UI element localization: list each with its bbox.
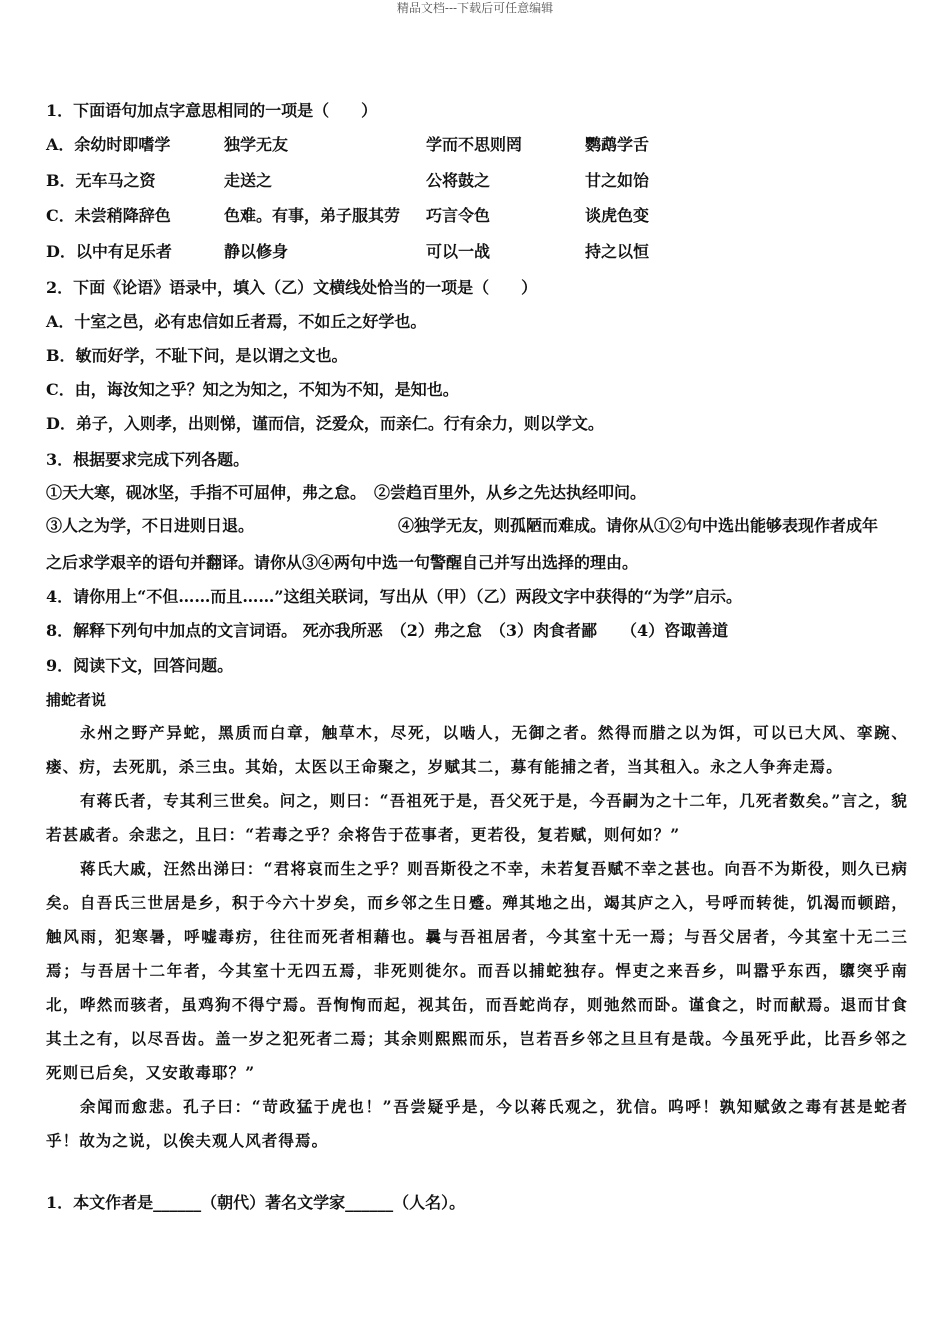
- passage-body: [46, 716, 908, 1158]
- q3-stem: 3．根据要求完成下列各题。: [46, 450, 250, 469]
- q1-option-b: B．无车马之资: [46, 171, 156, 190]
- q1-option-c: C．未尝稍降辞色: [46, 206, 171, 225]
- q1-option-c-2: 色难。有事，弟子服其劳: [224, 206, 401, 225]
- q1-option-a-4: 鹦鹉学舌: [585, 135, 650, 154]
- passage-title: 捕蛇者说: [46, 691, 107, 709]
- q1-option-c-3: 巧言令色: [426, 206, 491, 225]
- q1-option-a-3: 学而不思则罔: [426, 135, 523, 154]
- final-question: 1．本文作者是______（朝代）著名文学家______（人名）。: [46, 1193, 466, 1212]
- q3-line-1: ①天大寒，砚冰坚，手指不可屈伸，弗之怠。 ②尝趋百里外，从乡之先达执经叩问。: [46, 483, 647, 502]
- q1-option-b-2: 走送之: [224, 171, 273, 190]
- q3-line-2b: ④独学无友，则孤陋而难成。请你从①②句中选出能够表现作者成年: [398, 516, 879, 535]
- q1-option-b-3: 公将鼓之: [426, 171, 491, 190]
- q2-option-d: D．弟子，入则孝，出则悌，谨而信，泛爱众，而亲仁。行有余力，则以学文。: [46, 414, 604, 433]
- passage-paragraph: 永州之野产异蛇，黑质而白章，触草木，尽死，以啮人，无御之者。然得而腊之以为饵，可以已大风、挛踠、瘘、疠，去死肌，杀三虫。其始，太医以王命聚之，岁赋其二，募有能捕之者，当其租入。永之人争奔走焉。: [46, 723, 908, 776]
- q1-option-d-4: 持之以恒: [585, 242, 650, 261]
- q3-line-3: 之后求学艰辛的语句并翻译。请你从③④两句中选一句警醒自己并写出选择的理由。: [46, 553, 639, 572]
- q9-text: 9．阅读下文，回答问题。: [46, 656, 234, 675]
- q8-text: 8．解释下列句中加点的文言词语。 死亦我所恶 （2）弗之怠 （3）肉食者鄙 （4）咨诹善道: [46, 621, 729, 640]
- q1-option-a-2: 独学无友: [224, 135, 289, 154]
- passage-paragraph: 余闻而愈悲。孔子曰：“苛政猛于虎也！”吾尝疑乎是，今以蒋氏观之，犹信。呜呼！孰知赋敛之毒有甚是蛇者乎！故为之说，以俟夫观人风者得焉。: [46, 1097, 908, 1150]
- passage-paragraph: 有蒋氏者，专其利三世矣。问之，则曰：“吾祖死于是，吾父死于是，今吾嗣为之十二年，几死者数矣。”言之，貌若甚戚者。余悲之，且曰：“若毒之乎？余将告于莅事者，更若役，复若赋，则何如？”: [46, 791, 908, 844]
- q3-line-2a: ③人之为学，不日进则日退。: [46, 516, 255, 535]
- q1-option-d-3: 可以一战: [426, 242, 491, 261]
- q2-option-b: B．敏而好学，不耻下问，是以谓之文也。: [46, 346, 348, 365]
- q1-option-d-2: 静以修身: [224, 242, 289, 261]
- page-header: 精品文档---下载后可任意编辑: [396, 1, 554, 15]
- q1-option-c-4: 谈虎色变: [585, 206, 650, 225]
- q1-stem: 1．下面语句加点字意思相同的一项是（ ）: [46, 101, 378, 120]
- q1-option-d: D．以中有足乐者: [46, 242, 172, 261]
- q2-stem: 2．下面《论语》语录中，填入（乙）文横线处恰当的一项是（ ）: [46, 278, 538, 297]
- q2-option-c: C．由，诲汝知之乎？知之为知之，不知为不知，是知也。: [46, 380, 459, 399]
- q1-option-b-4: 甘之如饴: [585, 171, 650, 190]
- passage-paragraph: 蒋氏大戚，汪然出涕曰：“君将哀而生之乎？则吾斯役之不幸，未若复吾赋不幸之甚也。向吾不为斯役，则久已病矣。自吾氏三世居是乡，积于今六十岁矣，而乡邻之生日蹙。殚其地之出，竭其庐之入，号呼而转徙，饥渴而顿踣，触风雨，犯寒暑，呼嘘毒疠，往往而死者相藉也。曩与吾祖居者，今其室十无一焉；与吾父居者，今其室十无二三焉；与吾居十二年者，今其室十无四五焉，非死则徙尔。而吾以捕蛇独存。悍吏之来吾乡，叫嚣乎东西，隳突乎南北，哗然而骇者，虽鸡狗不得宁焉。吾恂恂而起，视其缶，而吾蛇尚存，则弛然而卧。谨食之，时而献焉。退而甘食其土之有，以尽吾齿。盖一岁之犯死者二焉；其余则熙熙而乐，岂若吾乡邻之旦旦有是哉。今虽死乎此，比吾乡邻之死则已后矣，又安敢毒耶？”: [46, 859, 908, 1082]
- q1-option-a: A．余幼时即嗜学: [46, 135, 171, 154]
- q4-text: 4．请你用上“不但……而且……”这组关联词，写出从（甲）（乙）两段文字中获得的“为学”启示。: [46, 587, 742, 606]
- q2-option-a: A．十室之邑，必有忠信如丘者焉，不如丘之好学也。: [46, 312, 427, 331]
